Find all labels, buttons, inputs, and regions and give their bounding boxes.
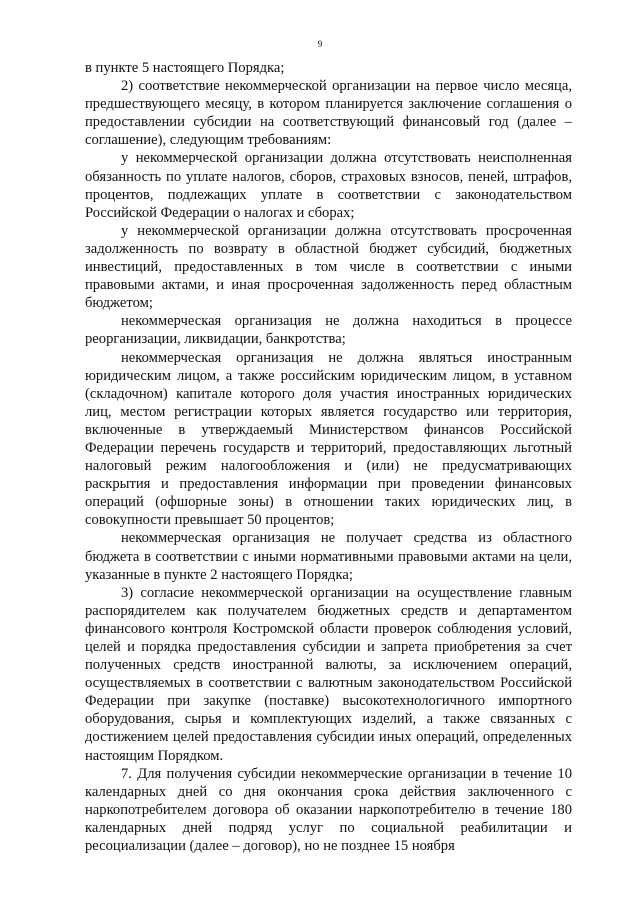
paragraph-item-3: 3) согласие некоммерческой организации на осуществление главным распорядителем как получателем бюджетных средств и департаментом финансового контроля Костромской области проверок соблюдения условий, целей и порядка предоставления субсидии и запрета приобретения за счет полученных средств иностранной валюты, за исключением операций, осуществляемых в соответствии с валютным законодательством Российской Федерации при закупке (поставке) высокотехнологичного импортного оборудования, сырья и комплектующих изделий, а также связанных с достижением целей предоставления субсидии иных операций, определенных настоящим Порядком. bbox=[85, 584, 572, 764]
paragraph-clause-7: 7. Для получения субсидии некоммерческие организации в течение 10 календарных дней со дня окончания срока действия заключенного с наркопотребителем договора об оказании наркопотребителю в течение 180 календарных дней подряд услуг по социальной реабилитации и ресоциализации (далее – договор), но не позднее 15 ноября bbox=[85, 765, 572, 855]
paragraph-requirement-foreign: некоммерческая организация не должна являться иностранным юридическим лицом, а также российским юридическим лицом, в уставном (складочном) капитале которого доля участия иностранных юридических лиц, местом регистрации которых является государство или территория, включенные в утверждаемый Министерством финансов Российской Федерации перечень государств и территорий, предоставляющих льготный налоговый режим налогообложения и (или) не предусматривающих раскрытия и предоставления информации при проведении финансовых операций (офшорные зоны) в отношении таких юридических лиц, в совокупности превышает 50 процентов; bbox=[85, 349, 572, 529]
page-number: 9 bbox=[317, 39, 323, 49]
paragraph-requirement-reorganization: некоммерческая организация не должна находиться в процессе реорганизации, ликвидации, банкротства; bbox=[85, 313, 572, 348]
paragraph-requirement-other-funds: некоммерческая организация не получает средства из областного бюджета в соответствии с иными нормативными правовыми актами на цели, указанные в пункте 2 настоящего Порядка; bbox=[85, 530, 572, 583]
document-body bbox=[85, 59, 572, 855]
paragraph-item-2: 2) соответствие некоммерческой организации на первое число месяца, предшествующего месяцу, в котором планируется заключение соглашения о предоставлении субсидии на соответствующий финансовый год (далее – соглашение), следующим требованиям: bbox=[85, 78, 572, 149]
paragraph-continuation: в пункте 5 настоящего Порядка; bbox=[85, 60, 285, 76]
paragraph-requirement-debt: у некоммерческой организации должна отсутствовать просроченная задолженность по возврату в областной бюджет субсидий, бюджетных инвестиций, предоставленных в том числе в соответствии с иными правовыми актами, и иная просроченная задолженность перед областным бюджетом; bbox=[85, 222, 572, 312]
paragraph-requirement-taxes: у некоммерческой организации должна отсутствовать неисполненная обязанность по уплате налогов, сборов, страховых взносов, пеней, штрафов, процентов, подлежащих уплате в соответствии с законодательством Российской Федерации о налогах и сборах; bbox=[85, 150, 572, 221]
